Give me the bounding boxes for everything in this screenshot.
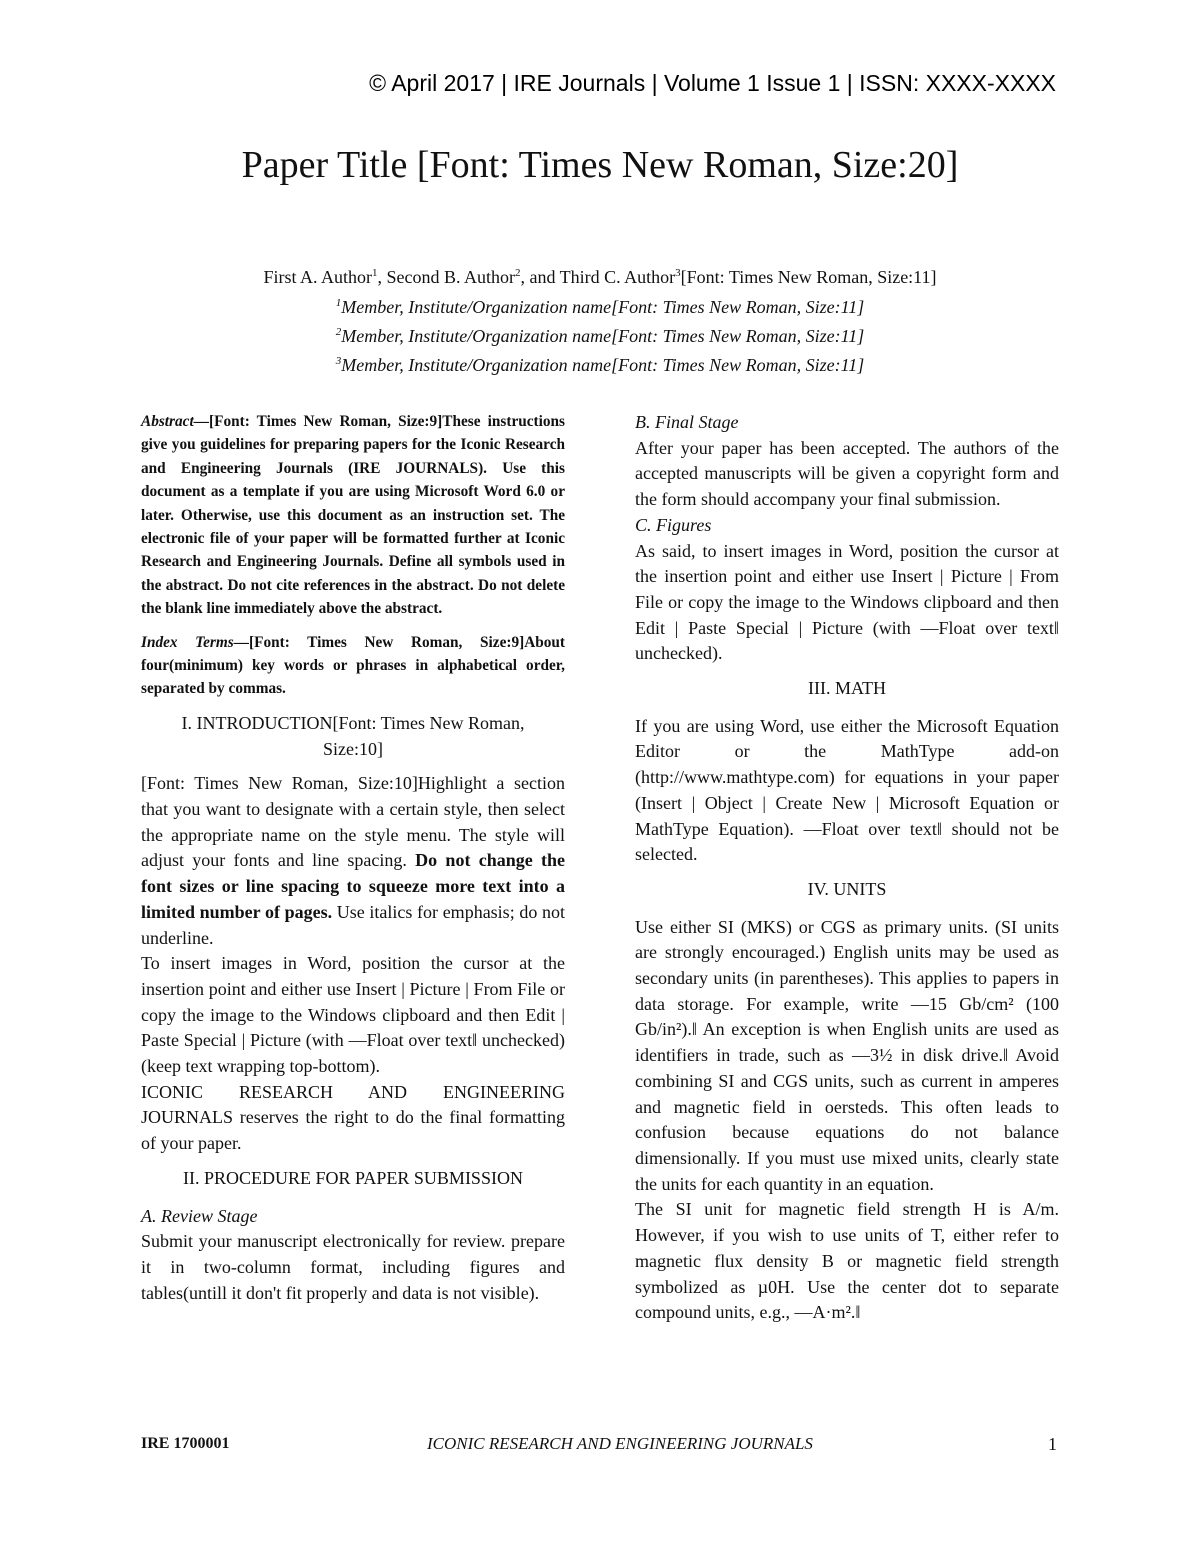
- intro-paragraph-1: [141, 771, 565, 951]
- subsection-review-stage: A. Review Stage: [141, 1205, 258, 1226]
- intro-paragraph-2: To insert images in Word, position the cursor at the insertion point and either use Insert | Picture | From File or copy the image to the Windows clipboard and then Edit | Paste Special | Picture (with ―Float over text‖ unchecked)(keep text wrapping top-bottom).: [141, 953, 565, 1077]
- affiliation-1-text: Member, Institute/Organization name[Font: Times New Roman, Size:11]: [341, 297, 865, 317]
- affiliation-2-sup: 2: [335, 326, 342, 338]
- index-terms-label: Index Terms—: [141, 633, 250, 651]
- affiliation-1: [0, 297, 1200, 318]
- footer-page-number: 1: [1048, 1434, 1057, 1454]
- right-column: [635, 410, 1059, 1326]
- figures-text: As said, to insert images in Word, position the cursor at the insertion point and either use Insert | Picture | From File or copy the image to the Windows clipboard and then Edit | Paste Special | Picture (with ―Float over text‖ unchecked).: [635, 540, 1059, 664]
- section-heading-introduction: I. INTRODUCTION[Font: Times New Roman, Size:10]: [181, 712, 525, 759]
- author-1: First A. Author: [263, 267, 372, 287]
- paper-title: Paper Title [Font: Times New Roman, Size:20]: [241, 144, 959, 186]
- left-column: [141, 410, 565, 1306]
- index-terms-text: [Font: Times New Roman, Size:9]About four(minimum) key words or phrases in alphabetical order, separated by commas.: [141, 633, 565, 698]
- intro-p1-bold: Do not change the font sizes or line spacing to squeeze more text into a limited number of pages.: [141, 850, 565, 922]
- units-paragraph-2: The SI unit for magnetic field strength H is A/m. However, if you wish to use units of T, either refer to magnetic flux density B or magnetic field strength symbolized as µ0H. Use the center dot to separate compound units, e.g., ―A·m².‖: [635, 1199, 1059, 1323]
- author-1-sup: 1: [372, 267, 378, 279]
- affiliation-2: [0, 326, 1200, 347]
- review-stage-text: Submit your manuscript electronically for review. prepare it in two-column format, including figures and tables(untill it don't fit properly and data is not visible).: [141, 1231, 565, 1303]
- footer-journal-name: ICONIC RESEARCH AND ENGINEERING JOURNALS: [427, 1434, 813, 1453]
- footer-paper-id: IRE 1700001: [141, 1435, 230, 1452]
- final-stage-text: After your paper has been accepted. The authors of the accepted manuscripts will be given a copyright form and the form should accompany your final submission.: [635, 437, 1059, 510]
- affiliation-3-sup: 3: [335, 355, 342, 367]
- journal-header: © April 2017 | IRE Journals | Volume 1 Issue 1 | ISSN: XXXX-XXXX: [369, 70, 1056, 96]
- abstract-text: [Font: Times New Roman, Size:9]These instructions give you guidelines for preparing papers for the Iconic Research and Engineering Journals (IRE JOURNALS). Use this document as a template if you are using Microsoft Word 6.0 or later. Otherwise, use this document as an instruction set. The electronic file of your paper will be formatted further at Iconic Research and Engineering Journals. Define all symbols used in the abstract. Do not cite references in the abstract. Do not delete the blank line immediately above the abstract.: [141, 413, 565, 618]
- affiliation-2-text: Member, Institute/Organization name[Font: Times New Roman, Size:11]: [341, 326, 865, 346]
- author-font-note: [Font: Times New Roman, Size:11]: [680, 267, 937, 287]
- author-3: , and Third C. Author: [520, 267, 676, 287]
- intro-p1-start: [Font: Times New Roman, Size:10]Highlight a section that you want to designate with a certain style, then select the appropriate name on the style menu. The style will adjust your fonts and line spacing.: [141, 773, 565, 871]
- section-heading-math: III. MATH: [808, 678, 886, 699]
- author-2-sup: 2: [515, 267, 521, 279]
- affiliation-3-text: Member, Institute/Organization name[Font: Times New Roman, Size:11]: [341, 355, 865, 375]
- affiliation-1-sup: 1: [335, 297, 342, 309]
- subsection-final-stage: B. Final Stage: [635, 412, 739, 432]
- author-3-sup: 3: [675, 267, 681, 279]
- author-2: , Second B. Author: [377, 267, 515, 287]
- subsection-figures: C. Figures: [635, 514, 712, 535]
- section-heading-units: IV. UNITS: [807, 878, 887, 899]
- math-text: If you are using Word, use either the Microsoft Equation Editor or the MathType add-on (http://www.mathtype.com) for equations in your paper (Insert | Object | Create New | Microsoft Equation or MathType Equation). ―Float over text‖ should not be selected.: [635, 715, 1059, 865]
- abstract-label: Abstract—: [141, 413, 209, 430]
- author-line: [0, 267, 1200, 288]
- section-heading-procedure: II. PROCEDURE FOR PAPER SUBMISSION: [183, 1167, 523, 1188]
- intro-paragraph-3: ICONIC RESEARCH AND ENGINEERING JOURNALS reserves the right to do the final formatting of your paper.: [141, 1081, 565, 1154]
- abstract: [141, 410, 565, 621]
- affiliation-3: [0, 355, 1200, 376]
- units-paragraph-1: Use either SI (MKS) or CGS as primary units. (SI units are strongly encouraged.) English units may be used as secondary units (in parentheses). This applies to papers in data storage. For example, write ―15 Gb/cm² (100 Gb/in²).‖ An exception is when English units are used as identifiers in trade, such as ―3½ in disk drive.‖ Avoid combining SI and CGS units, such as current in amperes and magnetic field in oersteds. This often leads to confusion because equations do not balance dimensionally. If you must use mixed units, clearly state the units for each quantity in an equation.: [635, 916, 1059, 1194]
- index-terms: [141, 631, 565, 701]
- intro-p1-end: Use italics for emphasis; do not underline.: [141, 901, 565, 948]
